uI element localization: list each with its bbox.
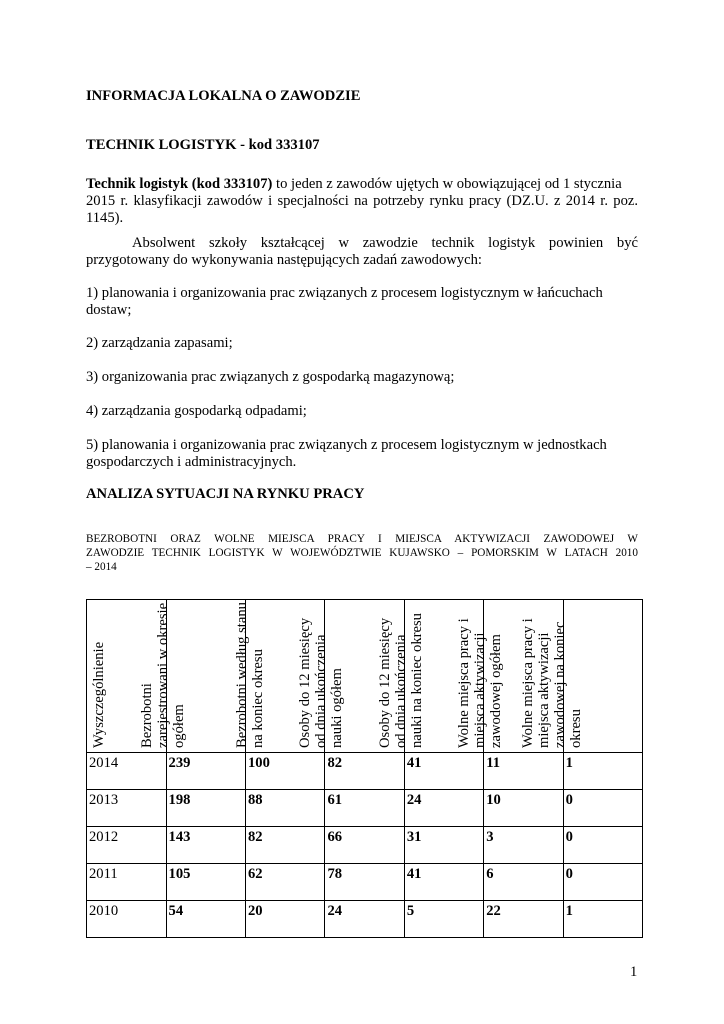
value-cell: 239 — [166, 753, 245, 790]
header-text: Osoby do 12 miesięcy od dnia ukończenia nauki ogółem — [297, 617, 346, 748]
value-cell: 3 — [484, 827, 563, 864]
value-cell: 1 — [563, 901, 642, 938]
header-text: Osoby do 12 miesięcy od dnia ukończenia nauki na koniec okresu — [376, 613, 425, 748]
table-row — [87, 753, 643, 790]
value-cell: 105 — [166, 864, 245, 901]
value-cell: 5 — [404, 901, 483, 938]
task-item-2: 2) zarządzania zapasami; — [86, 335, 233, 351]
caption-line-3: – 2014 — [86, 561, 117, 573]
value-cell: 41 — [404, 864, 483, 901]
intro-line-3: 1145). — [86, 210, 124, 226]
document-title: INFORMACJA LOKALNA O ZAWODZIE — [86, 88, 361, 104]
absolwent-line-2: przygotowany do wykonywania następujących zadań zawodowych: — [86, 252, 482, 268]
value-cell: 24 — [325, 901, 404, 938]
task-item-1-line-2: dostaw; — [86, 302, 132, 318]
value-cell: 0 — [563, 827, 642, 864]
value-cell: 61 — [325, 790, 404, 827]
header-text: Bezrobotni według stanu na koniec okresu — [234, 602, 266, 748]
value-cell: 0 — [563, 864, 642, 901]
intro-line-1-rest: to jeden z zawodów ujętych w obowiązującej od 1 stycznia — [272, 176, 622, 192]
table-row — [87, 901, 643, 938]
value-cell: 82 — [325, 753, 404, 790]
year-cell: 2014 — [87, 753, 167, 790]
value-cell: 6 — [484, 864, 563, 901]
header-text: Bezrobotni zarejestrowani w okresie ogółem — [138, 602, 187, 748]
value-cell: 198 — [166, 790, 245, 827]
task-item-4: 4) zarządzania gospodarką odpadami; — [86, 403, 307, 419]
value-cell: 82 — [246, 827, 325, 864]
value-cell: 54 — [166, 901, 245, 938]
value-cell: 10 — [484, 790, 563, 827]
intro-bold: Technik logistyk (kod 333107) — [86, 176, 273, 192]
value-cell: 100 — [246, 753, 325, 790]
value-cell: 20 — [246, 901, 325, 938]
value-cell: 22 — [484, 901, 563, 938]
header-cell — [519, 600, 642, 753]
value-cell: 41 — [404, 753, 483, 790]
year-cell: 2010 — [87, 901, 167, 938]
header-text: Wolne miejsca pracy i miejsca aktywizacji zawodowej na koniec okresu — [519, 618, 584, 748]
caption-line-1: BEZROBOTNI ORAZ WOLNE MIEJSCA PRACY I MIEJSCA AKTYWIZACJI ZAWODOWEJ W — [86, 533, 638, 545]
task-item-5-line-1: 5) planowania i organizowania prac związanych z procesem logistycznym w jednostkach — [86, 437, 607, 453]
table-row — [87, 790, 643, 827]
value-cell: 88 — [246, 790, 325, 827]
value-cell: 143 — [166, 827, 245, 864]
value-cell: 0 — [563, 790, 642, 827]
table-row — [87, 827, 643, 864]
intro-line-1 — [86, 176, 638, 193]
task-item-3: 3) organizowania prac związanych z gospodarką magazynową; — [86, 369, 455, 385]
page-number: 1 — [630, 964, 638, 980]
header-text: Wyszczególnienie — [91, 641, 107, 748]
value-cell: 24 — [404, 790, 483, 827]
statistics-table — [86, 599, 643, 938]
task-item-1-line-1: 1) planowania i organizowania prac związanych z procesem logistycznym w łańcuchach — [86, 285, 603, 301]
year-cell: 2012 — [87, 827, 167, 864]
value-cell: 11 — [484, 753, 563, 790]
value-cell: 1 — [563, 753, 642, 790]
value-cell: 62 — [246, 864, 325, 901]
table-row — [87, 864, 643, 901]
year-cell: 2013 — [87, 790, 167, 827]
value-cell: 78 — [325, 864, 404, 901]
absolwent-line-1: Absolwent szkoły kształcącej w zawodzie technik logistyk powinien być — [132, 235, 638, 251]
occupation-heading: TECHNIK LOGISTYK - kod 333107 — [86, 137, 320, 153]
table-header-row — [87, 600, 643, 753]
year-cell: 2011 — [87, 864, 167, 901]
intro-line-2: 2015 r. klasyfikacji zawodów i specjalności na potrzeby rynku pracy (DZ.U. z 2014 r. poz. — [86, 193, 638, 209]
header-text: Wolne miejsca pracy i miejsca aktywizacji zawodowej ogółem — [456, 618, 505, 748]
value-cell: 31 — [404, 827, 483, 864]
analysis-heading: ANALIZA SYTUACJI NA RYNKU PRACY — [86, 486, 365, 502]
value-cell: 66 — [325, 827, 404, 864]
task-item-5-line-2: gospodarczych i administracyjnych. — [86, 454, 297, 470]
caption-line-2: ZAWODZIE TECHNIK LOGISTYK W WOJEWÓDZTWIE KUJAWSKO – POMORSKIM W LATACH 2010 — [86, 547, 638, 559]
